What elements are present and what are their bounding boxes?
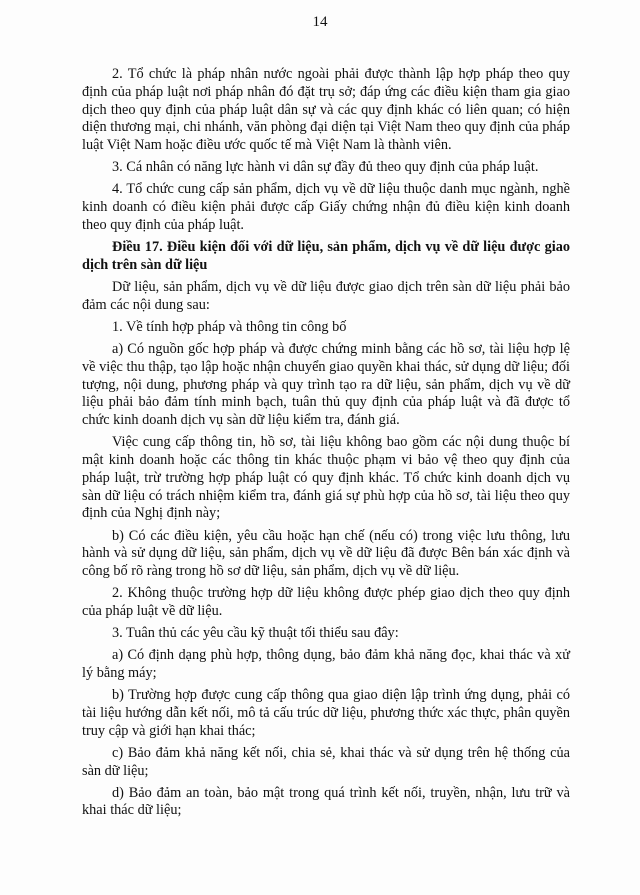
- article-17-item-1b: b) Có các điều kiện, yêu cầu hoặc hạn chế (nếu có) trong việc lưu thông, lưu hành và sử dụng dữ liệu, sản phẩm, dịch vụ về dữ liệu đã được Bên bán xác định và công bố rõ ràng trong hồ sơ dữ liệu, sản phẩm, dịch vụ về dữ liệu.: [82, 527, 570, 580]
- document-body: [82, 66, 570, 820]
- article-17-item-3c: c) Bảo đảm khả năng kết nối, chia sẻ, khai thác và sử dụng trên hệ thống của sàn dữ liệu;: [82, 744, 570, 779]
- article-17-item-1: 1. Về tính hợp pháp và thông tin công bố: [112, 318, 347, 335]
- article-17-item-3d: d) Bảo đảm an toàn, bảo mật trong quá trình kết nối, truyền, nhận, lưu trữ và khai thác dữ liệu;: [82, 784, 570, 819]
- paragraph-clause-3: 3. Cá nhân có năng lực hành vi dân sự đầy đủ theo quy định của pháp luật.: [112, 159, 539, 176]
- article-17-item-3b: b) Trường hợp được cung cấp thông qua giao diện lập trình ứng dụng, phải có tài liệu hướng dẫn kết nối, mô tả cấu trúc dữ liệu, phương thức xác thực, phân quyền truy cập và giới hạn khai thác;: [82, 687, 570, 739]
- article-17-item-2: 2. Không thuộc trường hợp dữ liệu không được phép giao dịch theo quy định của pháp luật về dữ liệu.: [82, 585, 570, 619]
- article-17-item-3: 3. Tuân thủ các yêu cầu kỹ thuật tối thiểu sau đây:: [112, 625, 399, 642]
- article-17-item-3a: a) Có định dạng phù hợp, thông dụng, bảo đảm khả năng đọc, khai thác và xử lý bằng máy;: [82, 647, 570, 681]
- article-17-heading: Điều 17. Điều kiện đối với dữ liệu, sản phẩm, dịch vụ về dữ liệu được giao dịch trên sàn dữ liệu: [82, 239, 570, 273]
- article-17-item-1a: a) Có nguồn gốc hợp pháp và được chứng minh bằng các hồ sơ, tài liệu hợp lệ về việc thu thập, tạo lập hoặc nhận chuyển giao quyền khai thác, sử dụng dữ liệu; đối tượng, nội dung, phương pháp và quy trình tạo ra dữ liệu, sản phẩm, dịch vụ về dữ liệu phải bảo đảm tính minh bạch, tuân thủ quy định của pháp luật và đã được tổ chức kinh doanh dịch vụ sàn dữ liệu kiểm tra, đánh giá.: [82, 340, 570, 429]
- paragraph-clause-4: 4. Tổ chức cung cấp sản phẩm, dịch vụ về dữ liệu thuộc danh mục ngành, nghề kinh doanh có điều kiện phải được cấp Giấy chứng nhận đủ điều kiện kinh doanh theo quy định của pháp luật.: [82, 181, 570, 233]
- page-number: 14: [312, 14, 328, 30]
- article-17-item-1a-note: Việc cung cấp thông tin, hồ sơ, tài liệu không bao gồm các nội dung thuộc bí mật kinh doanh hoặc các thông tin khác thuộc phạm vi bảo vệ theo quy định của pháp luật, trừ trường hợp pháp luật có quy định khác. Tổ chức kinh doanh dịch vụ sàn dữ liệu có trách nhiệm kiểm tra, đánh giá sự phù hợp của hồ sơ, tài liệu theo quy định của Nghị định này;: [82, 434, 570, 522]
- paragraph-clause-2: 2. Tổ chức là pháp nhân nước ngoài phải được thành lập hợp pháp theo quy định của pháp luật nơi pháp nhân đó đặt trụ sở; đáp ứng các điều kiện tham gia giao dịch theo quy định của pháp luật dân sự và các quy định khác có liên quan; có hiện diện thương mại, chi nhánh, văn phòng đại diện tại Việt Nam theo quy định của pháp luật Việt Nam hoặc điều ước quốc tế mà Việt Nam là thành viên.: [82, 66, 570, 154]
- article-17-intro: Dữ liệu, sản phẩm, dịch vụ về dữ liệu được giao dịch trên sàn dữ liệu phải bảo đảm các nội dung sau:: [82, 278, 570, 313]
